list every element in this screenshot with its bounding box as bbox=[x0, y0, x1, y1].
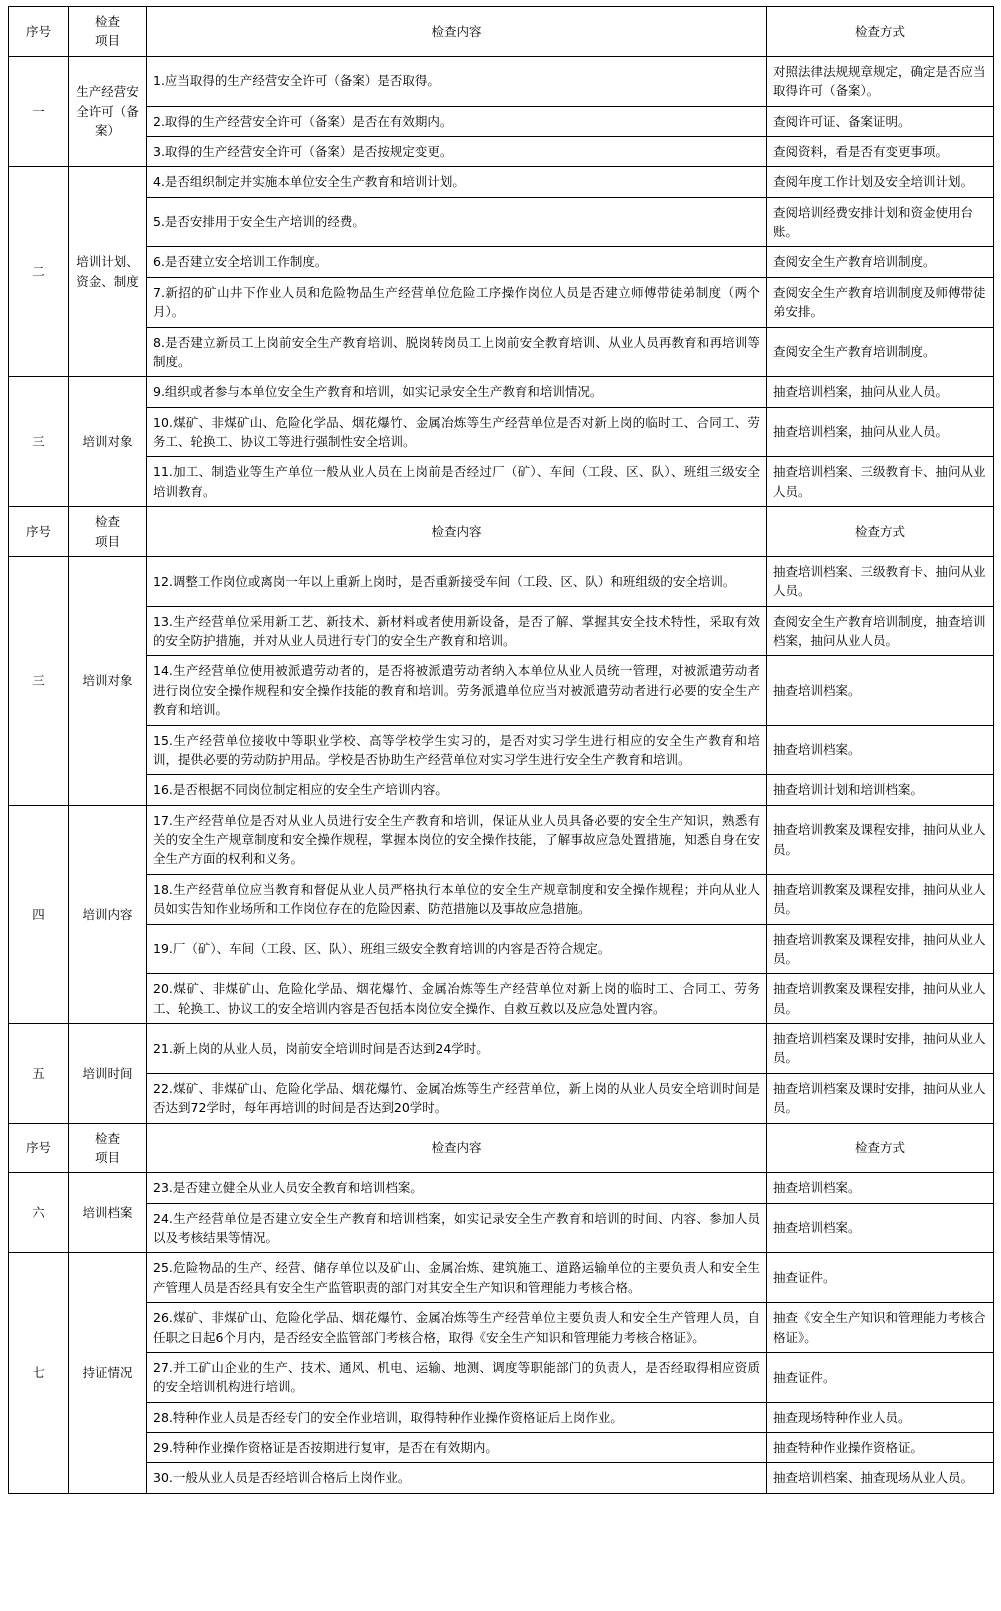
check-content: 18.生产经营单位应当教育和督促从业人员严格执行本单位的安全生产规章制度和安全操作规程；并向从业人员如实告知作业场所和工作岗位存在的危险因素、防范措施以及事故应急措施。 bbox=[147, 874, 767, 924]
table-row bbox=[9, 167, 994, 197]
check-content: 3.取得的生产经营安全许可（备案）是否按规定变更。 bbox=[147, 136, 767, 166]
check-method: 抽查培训教案及课程安排，抽问从业人员。 bbox=[767, 974, 994, 1024]
check-method: 抽查《安全生产知识和管理能力考核合格证》。 bbox=[767, 1303, 994, 1353]
header-item-line1: 检查 bbox=[94, 514, 120, 530]
table-row bbox=[9, 606, 994, 656]
table-row bbox=[9, 1433, 994, 1463]
check-content: 4.是否组织制定并实施本单位安全生产教育和培训计划。 bbox=[147, 167, 767, 197]
header-item bbox=[69, 507, 147, 557]
section-item: 培训时间 bbox=[69, 1024, 147, 1124]
table-row bbox=[9, 277, 994, 327]
check-content: 26.煤矿、非煤矿山、危险化学品、烟花爆竹、金属冶炼等生产经营单位主要负责人和安全生产管理人员，自任职之日起6个月内，是否经安全监管部门考核合格，取得《安全生产知识和管理能力考核合格证》。 bbox=[147, 1303, 767, 1353]
check-method: 查阅安全生产教育培训制度。 bbox=[767, 247, 994, 277]
header-item-line2: 项目 bbox=[94, 33, 120, 49]
table-row bbox=[9, 457, 994, 507]
check-content: 11.加工、制造业等生产单位一般从业人员在上岗前是否经过厂（矿）、车间（工段、区、队）、班组三级安全培训教育。 bbox=[147, 457, 767, 507]
check-content: 8.是否建立新员工上岗前安全生产教育培训、脱岗转岗员工上岗前安全教育培训、从业人员再教育和再培训等制度。 bbox=[147, 327, 767, 377]
check-content: 6.是否建立安全培训工作制度。 bbox=[147, 247, 767, 277]
check-method: 抽查培训教案及课程安排，抽问从业人员。 bbox=[767, 924, 994, 974]
header-method: 检查方式 bbox=[767, 1123, 994, 1173]
table-row bbox=[9, 1203, 994, 1253]
section-seq: 一 bbox=[9, 56, 69, 167]
check-method: 抽查培训档案。 bbox=[767, 1173, 994, 1203]
check-method: 查阅资料，看是否有变更事项。 bbox=[767, 136, 994, 166]
check-content: 24.生产经营单位是否建立安全生产教育和培训档案，如实记录安全生产教育和培训的时间、内容、参加人员以及考核结果等情况。 bbox=[147, 1203, 767, 1253]
section-seq: 三 bbox=[9, 377, 69, 507]
check-content: 17.生产经营单位是否对从业人员进行安全生产教育和培训，保证从业人员具备必要的安全生产知识，熟悉有关的安全生产规章制度和安全操作规程，掌握本岗位的安全操作技能，了解事故应急处置措施，知悉自身在安全生产方面的权利和义务。 bbox=[147, 805, 767, 874]
header-content: 检查内容 bbox=[147, 7, 767, 57]
table-row bbox=[9, 377, 994, 407]
check-content: 13.生产经营单位采用新工艺、新技术、新材料或者使用新设备，是否了解、掌握其安全技术特性，采取有效的安全防护措施，并对从业人员进行专门的安全生产教育和培训。 bbox=[147, 606, 767, 656]
table-header-row bbox=[9, 507, 994, 557]
table-row bbox=[9, 1402, 994, 1432]
table-row bbox=[9, 725, 994, 775]
table-row bbox=[9, 56, 994, 106]
section-seq: 四 bbox=[9, 805, 69, 1023]
table-row bbox=[9, 556, 994, 606]
check-content: 9.组织或者参与本单位安全生产教育和培训，如实记录安全生产教育和培训情况。 bbox=[147, 377, 767, 407]
check-content: 23.是否建立健全从业人员安全教育和培训档案。 bbox=[147, 1173, 767, 1203]
table-row bbox=[9, 656, 994, 725]
header-content: 检查内容 bbox=[147, 1123, 767, 1173]
table-row bbox=[9, 1303, 994, 1353]
table-row bbox=[9, 775, 994, 805]
check-method: 对照法律法规规章规定，确定是否应当取得许可（备案）。 bbox=[767, 56, 994, 106]
table-header-row bbox=[9, 1123, 994, 1173]
table-header-row bbox=[9, 7, 994, 57]
section-item: 培训计划、资金、制度 bbox=[69, 167, 147, 377]
header-item-line2: 项目 bbox=[94, 533, 120, 549]
header-method: 检查方式 bbox=[767, 7, 994, 57]
table-row bbox=[9, 924, 994, 974]
header-item-line1: 检查 bbox=[94, 14, 120, 29]
check-method: 查阅安全生产教育培训制度及师傅带徒弟安排。 bbox=[767, 277, 994, 327]
check-method: 抽查培训档案、抽查现场从业人员。 bbox=[767, 1463, 994, 1493]
table-row bbox=[9, 247, 994, 277]
check-method: 抽查培训档案及课时安排，抽问从业人员。 bbox=[767, 1073, 994, 1123]
table-row bbox=[9, 327, 994, 377]
section-item: 培训对象 bbox=[69, 556, 147, 805]
section-item: 培训内容 bbox=[69, 805, 147, 1023]
safety-training-checklist-table bbox=[8, 6, 994, 1494]
table-row bbox=[9, 1352, 994, 1402]
table-row bbox=[9, 136, 994, 166]
section-item: 持证情况 bbox=[69, 1253, 147, 1493]
check-content: 27.并工矿山企业的生产、技术、通风、机电、运输、地测、调度等职能部门的负责人，是否经取得相应资质的安全培训机构进行培训。 bbox=[147, 1352, 767, 1402]
table-row bbox=[9, 874, 994, 924]
section-item: 培训对象 bbox=[69, 377, 147, 507]
check-method: 抽查培训档案。 bbox=[767, 656, 994, 725]
check-method: 查阅培训经费安排计划和资金使用台账。 bbox=[767, 197, 994, 247]
check-content: 20.煤矿、非煤矿山、危险化学品、烟花爆竹、金属冶炼等生产经营单位对新上岗的临时工、合同工、劳务工、轮换工、协议工的安全培训内容是否包括本岗位安全操作、自救互救以及应急处置内容。 bbox=[147, 974, 767, 1024]
section-seq: 二 bbox=[9, 167, 69, 377]
check-method: 抽查培训教案及课程安排，抽问从业人员。 bbox=[767, 805, 994, 874]
header-method: 检查方式 bbox=[767, 507, 994, 557]
table-row bbox=[9, 407, 994, 457]
check-content: 16.是否根据不同岗位制定相应的安全生产培训内容。 bbox=[147, 775, 767, 805]
header-seq: 序号 bbox=[9, 1123, 69, 1173]
check-method: 抽查特种作业操作资格证。 bbox=[767, 1433, 994, 1463]
check-method: 查阅年度工作计划及安全培训计划。 bbox=[767, 167, 994, 197]
section-item: 培训档案 bbox=[69, 1173, 147, 1253]
check-content: 12.调整工作岗位或离岗一年以上重新上岗时，是否重新接受车间（工段、区、队）和班组级的安全培训。 bbox=[147, 556, 767, 606]
check-content: 30.一般从业人员是否经培训合格后上岗作业。 bbox=[147, 1463, 767, 1493]
section-seq: 七 bbox=[9, 1253, 69, 1493]
check-content: 22.煤矿、非煤矿山、危险化学品、烟花爆竹、金属冶炼等生产经营单位，新上岗的从业人员安全培训时间是否达到72学时，每年再培训的时间是否达到20学时。 bbox=[147, 1073, 767, 1123]
section-seq: 六 bbox=[9, 1173, 69, 1253]
check-method: 抽查证件。 bbox=[767, 1253, 994, 1303]
table-row bbox=[9, 106, 994, 136]
check-method: 抽查培训档案。 bbox=[767, 725, 994, 775]
table-row bbox=[9, 974, 994, 1024]
table-row bbox=[9, 1463, 994, 1493]
check-method: 抽查证件。 bbox=[767, 1352, 994, 1402]
check-content: 1.应当取得的生产经营安全许可（备案）是否取得。 bbox=[147, 56, 767, 106]
check-content: 28.特种作业人员是否经专门的安全作业培训，取得特种作业操作资格证后上岗作业。 bbox=[147, 1402, 767, 1432]
check-content: 7.新招的矿山井下作业人员和危险物品生产经营单位危险工序操作岗位人员是否建立师傅带徒弟制度（两个月）。 bbox=[147, 277, 767, 327]
check-content: 25.危险物品的生产、经营、储存单位以及矿山、金属冶炼、建筑施工、道路运输单位的主要负责人和安全生产管理人员是否经具有安全生产监管职责的部门对其安全生产知识和管理能力考核合格。 bbox=[147, 1253, 767, 1303]
check-content: 14.生产经营单位使用被派遣劳动者的，是否将被派遣劳动者纳入本单位从业人员统一管理，对被派遣劳动者进行岗位安全操作规程和安全操作技能的教育和培训。劳务派遣单位应当对被派遣劳动者进行必要的安全生产教育和培训。 bbox=[147, 656, 767, 725]
check-method: 抽查培训档案、三级教育卡、抽问从业人员。 bbox=[767, 556, 994, 606]
check-content: 10.煤矿、非煤矿山、危险化学品、烟花爆竹、金属冶炼等生产经营单位是否对新上岗的临时工、合同工、劳务工、轮换工、协议工等进行强制性安全培训。 bbox=[147, 407, 767, 457]
section-seq: 五 bbox=[9, 1024, 69, 1124]
header-content: 检查内容 bbox=[147, 507, 767, 557]
check-content: 2.取得的生产经营安全许可（备案）是否在有效期内。 bbox=[147, 106, 767, 136]
header-seq: 序号 bbox=[9, 507, 69, 557]
table-row bbox=[9, 1024, 994, 1074]
check-method: 抽查培训档案及课时安排，抽问从业人员。 bbox=[767, 1024, 994, 1074]
check-method: 查阅安全生产教育培训制度，抽查培训档案，抽问从业人员。 bbox=[767, 606, 994, 656]
check-content: 5.是否安排用于安全生产培训的经费。 bbox=[147, 197, 767, 247]
check-method: 抽查培训教案及课程安排，抽问从业人员。 bbox=[767, 874, 994, 924]
check-method: 抽查培训档案，抽问从业人员。 bbox=[767, 407, 994, 457]
check-method: 抽查现场特种作业人员。 bbox=[767, 1402, 994, 1432]
header-seq: 序号 bbox=[9, 7, 69, 57]
header-item-line1: 检查 bbox=[94, 1130, 120, 1146]
table-row bbox=[9, 1253, 994, 1303]
table-row bbox=[9, 197, 994, 247]
check-method: 抽查培训档案，抽问从业人员。 bbox=[767, 377, 994, 407]
check-content: 29.特种作业操作资格证是否按期进行复审，是否在有效期内。 bbox=[147, 1433, 767, 1463]
section-item: 生产经营安全许可（备案） bbox=[69, 56, 147, 167]
header-item bbox=[69, 1123, 147, 1173]
header-item bbox=[69, 7, 147, 57]
check-method: 抽查培训计划和培训档案。 bbox=[767, 775, 994, 805]
check-method: 查阅安全生产教育培训制度。 bbox=[767, 327, 994, 377]
check-content: 15.生产经营单位接收中等职业学校、高等学校学生实习的，是否对实习学生进行相应的安全生产教育和培训，提供必要的劳动防护用品。学校是否协助生产经营单位对实习学生进行安全生产教育和培训。 bbox=[147, 725, 767, 775]
section-seq: 三 bbox=[9, 556, 69, 805]
table-row bbox=[9, 1173, 994, 1203]
table-row bbox=[9, 1073, 994, 1123]
check-content: 21.新上岗的从业人员，岗前安全培训时间是否达到24学时。 bbox=[147, 1024, 767, 1074]
check-method: 查阅许可证、备案证明。 bbox=[767, 106, 994, 136]
table-row bbox=[9, 805, 994, 874]
check-method: 抽查培训档案、三级教育卡、抽问从业人员。 bbox=[767, 457, 994, 507]
check-content: 19.厂（矿）、车间（工段、区、队）、班组三级安全教育培训的内容是否符合规定。 bbox=[147, 924, 767, 974]
check-method: 抽查培训档案。 bbox=[767, 1203, 994, 1253]
header-item-line2: 项目 bbox=[94, 1149, 120, 1165]
